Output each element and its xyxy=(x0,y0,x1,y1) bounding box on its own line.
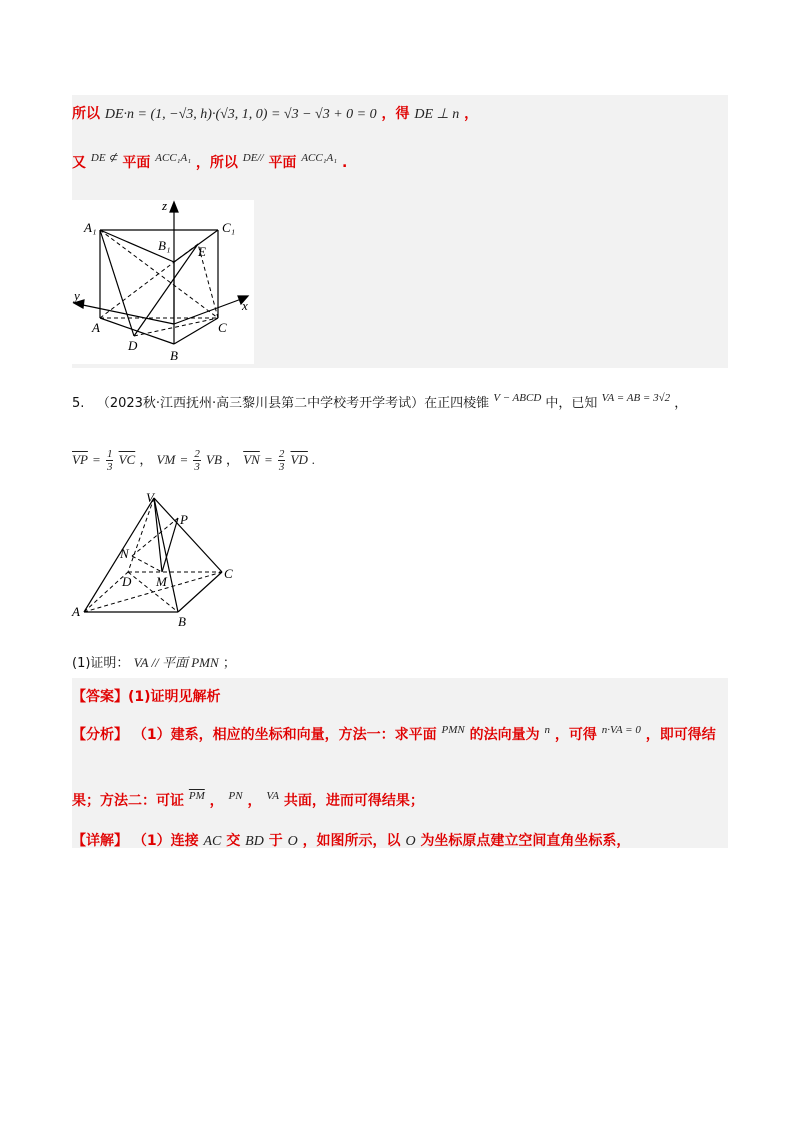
label-D: D xyxy=(128,338,138,353)
label-A: A xyxy=(92,320,100,335)
label-C: C xyxy=(224,566,233,581)
label-B: B xyxy=(170,348,178,363)
prism-figure xyxy=(72,200,254,364)
label-B: B xyxy=(178,614,186,626)
label-z: z xyxy=(162,200,168,213)
label-A: A xyxy=(72,604,80,619)
label-C1: C₁ xyxy=(222,220,236,235)
label-P: P xyxy=(180,512,188,527)
label-A1: A₁ xyxy=(84,220,97,235)
label-x: x xyxy=(242,298,248,313)
label-E: E xyxy=(198,244,206,259)
solution-line-1: 所以 DE·n = (1, −√3, h)·(√3, 1, 0) = √3 − √3 + 0 = 0 ，得 DE ⊥ n ， xyxy=(72,106,479,122)
solution-line-2: 又 $^{DE ⊄}$ 平面 $^{ACC_1A_1}$ ，所以 $^{DE//}$ 平面 $^{ACC_1A_1}$ . xyxy=(72,152,348,171)
label-C: C xyxy=(218,320,227,335)
problem-5-vector-conditions: $\overline{VP}$ = $\frac{1}{3}$ $\overline{VC}$ ， VM = $\frac{2}{3}$ VB ， $\overline{VN}$ = $\frac{2}{3}$ $\overline{VD}$ . xyxy=(72,448,316,473)
label-y: y xyxy=(74,288,80,303)
answer-line: 【答案】(1)证明见解析 xyxy=(72,689,221,705)
detail-line: 【详解】 （1）连接 AC 交 BD 于 O ，如图所示，以 O 为坐标原点建立空间直角坐标系， xyxy=(72,833,631,849)
math-dot-product: DE·n = (1, −√3, h)·(√3, 1, 0) = √3 − √3 + 0 = 0 xyxy=(104,107,377,122)
math-perpendicular: DE ⊥ n xyxy=(414,107,460,122)
analysis-line-2: 果；方法二：可证 $^{\overline{PM}}$ ， $^{PN}$ ， $^{VA}$ 共面，进而可得结果； xyxy=(72,790,424,809)
analysis-line-1: 【分析】 （1）建系，相应的坐标和向量，方法一：求平面 $^{PMN}$ 的法向量为 $^n$ ，可得 $^{n\cdot VA = 0}$ ，即可得结 xyxy=(72,724,716,743)
label-N: N xyxy=(120,546,129,561)
label-B1: B₁ xyxy=(158,238,171,253)
problem-5-statement: 5. （2023秋·江西抚州·高三黎川县第二中学校考开学考试）在正四棱锥 $^{V - ABCD}$ 中，已知 $^{VA = AB = 3√2}$ ， xyxy=(72,392,688,411)
label-V: V xyxy=(146,490,154,505)
part-1-prompt: (1)证明： VA // 平面 PMN ； xyxy=(72,655,236,671)
label-D: D xyxy=(122,574,132,589)
pyramid-figure xyxy=(70,488,250,626)
label-M: M xyxy=(156,574,167,589)
